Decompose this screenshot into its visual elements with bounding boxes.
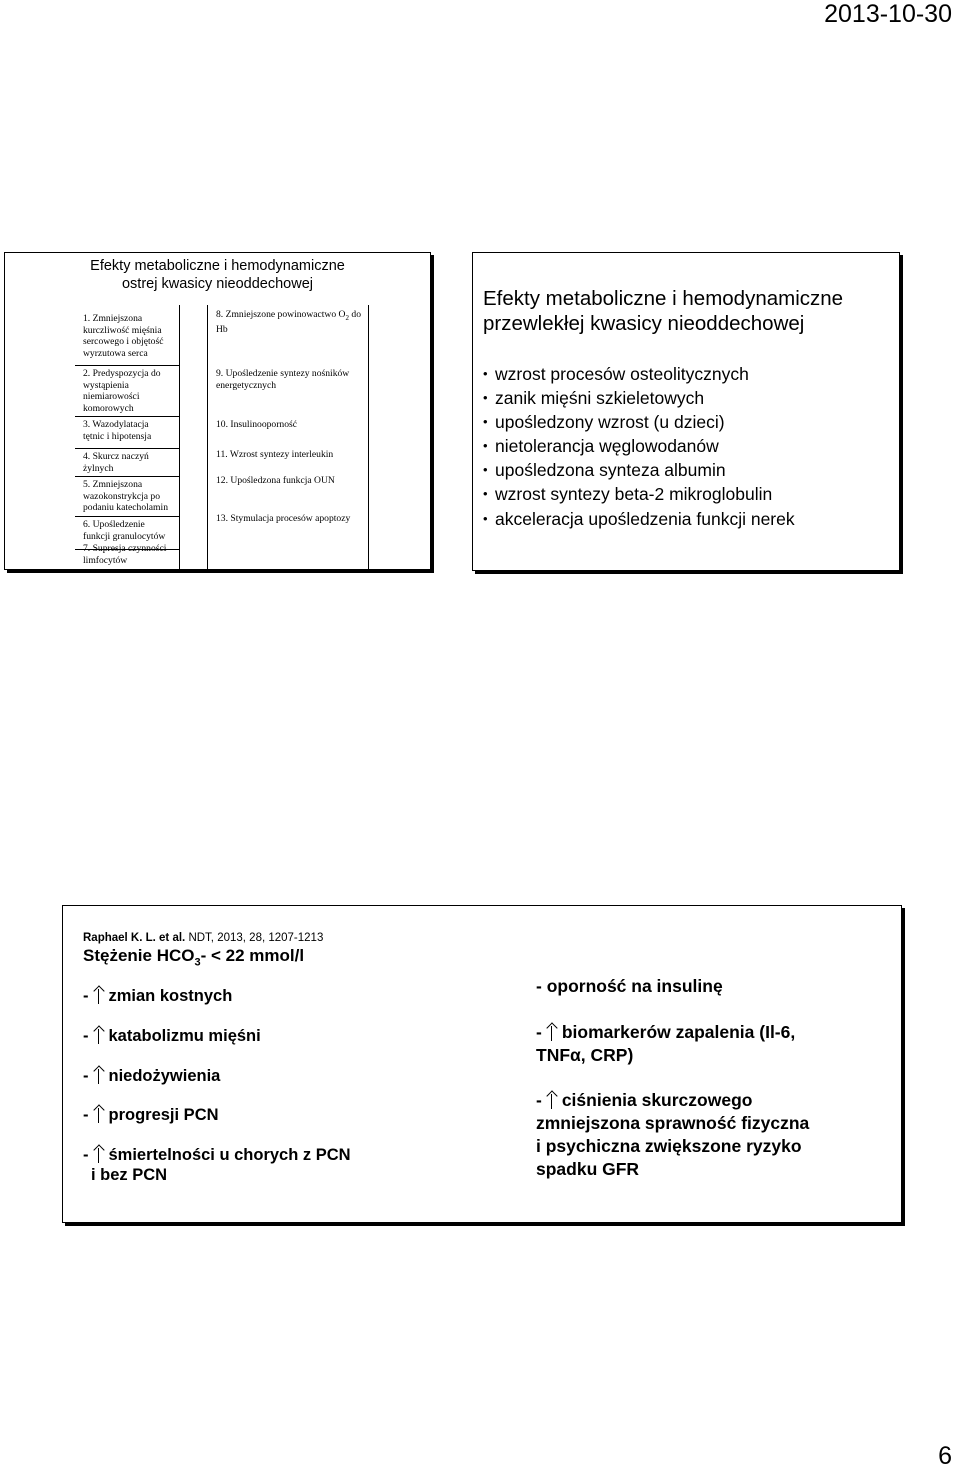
- item-text: wzrost syntezy beta-2 mikroglobulin: [495, 484, 773, 505]
- item-text: zmniejszona sprawność fizyczna: [536, 1113, 810, 1133]
- bullet-icon: •: [483, 510, 488, 526]
- list-item: [536, 1089, 809, 1181]
- item-text: progresji PCN: [108, 1106, 219, 1124]
- arrow-up-icon: [95, 1105, 103, 1123]
- item-text: zmian kostnych: [108, 987, 233, 1005]
- item-text: akceleracja upośledzenia funkcji nerek: [495, 508, 795, 529]
- item-text: i bez PCN: [91, 1166, 168, 1184]
- item-line: kurczliwość mięśnia: [83, 324, 162, 336]
- item-line: 1. Zmniejszona: [83, 313, 143, 324]
- item-text: upośledzony wzrost (u dzieci): [495, 412, 725, 433]
- list-item: - oporność na insulinę: [536, 976, 723, 996]
- list-item: [483, 482, 795, 506]
- item-line: niemiarowości: [83, 391, 140, 402]
- item-text: katabolizmu mięśni: [108, 1027, 261, 1045]
- slide-study-results: [62, 905, 902, 1223]
- item-line: 3. Wazodylatacja: [83, 419, 149, 430]
- list-item: [483, 362, 795, 386]
- list-item: [83, 1105, 219, 1125]
- item-text: wzrost procesów osteolitycznych: [495, 364, 749, 384]
- bullet-list: [483, 362, 795, 531]
- citation-authors: Raphael K. L. et al.: [83, 932, 186, 944]
- item-text: i psychiczna zwiększone ryzyko: [536, 1136, 802, 1156]
- list-item: [75, 543, 179, 570]
- dash: -: [536, 1022, 542, 1042]
- list-item: [536, 1021, 795, 1067]
- slide-title: [483, 286, 843, 336]
- list-item: [483, 386, 795, 410]
- list-item: 10. Insulinooporność: [216, 419, 298, 430]
- dash: -: [83, 1067, 89, 1085]
- subscript: 2: [345, 313, 349, 322]
- page-number: 6: [938, 1442, 952, 1470]
- page-date: 2013-10-30: [824, 0, 952, 28]
- item-text: Hb: [216, 324, 228, 336]
- list-item: [483, 458, 795, 482]
- dash: -: [83, 1027, 89, 1045]
- item-line: funkcji granulocytów: [83, 530, 166, 542]
- item-line: wyrzutowa serca: [83, 347, 148, 359]
- item-text: TNFα, CRP): [536, 1045, 634, 1065]
- item-text: do: [349, 309, 361, 320]
- list-item: 11. Wzrost syntezy interleukin: [216, 449, 334, 460]
- dash: -: [83, 1146, 89, 1164]
- bullet-icon: •: [483, 462, 488, 478]
- title-line: Efekty metaboliczne i hemodynamiczne: [483, 287, 844, 310]
- arrow-up-icon: [95, 1026, 103, 1044]
- item-line: żylnych: [83, 462, 114, 474]
- title-line: Efekty metaboliczne i hemodynamiczne: [90, 258, 345, 274]
- bullet-icon: •: [483, 390, 488, 406]
- citation: [83, 932, 323, 944]
- title-line: przewlekłej kwasicy nieoddechowej: [483, 312, 805, 335]
- list-item: [483, 434, 795, 458]
- item-text: ciśnienia skurczowego: [561, 1090, 753, 1110]
- list-item: 12. Upośledzona funkcja OUN: [216, 475, 335, 486]
- list-item: [75, 419, 179, 449]
- arrow-up-icon: [95, 1145, 103, 1163]
- item-line: komorowych: [83, 402, 134, 414]
- item-text: biomarkerów zapalenia (Il-6,: [561, 1022, 796, 1042]
- list-item: [83, 1145, 351, 1185]
- item-line: 5. Zmniejszona: [83, 479, 143, 490]
- item-text: niedożywienia: [108, 1067, 221, 1085]
- item-line: limfocytów: [83, 554, 128, 566]
- threshold-text: Stężenie HCO: [83, 946, 195, 965]
- slide-title: [5, 257, 430, 293]
- item-line: 6. Upośledzenie: [83, 519, 145, 530]
- item-text: energetycznych: [216, 379, 277, 391]
- dash: -: [536, 1090, 542, 1110]
- bullet-icon: •: [483, 438, 488, 454]
- list-item: [83, 1066, 220, 1086]
- bullet-icon: •: [483, 486, 488, 502]
- bullet-icon: •: [483, 366, 488, 381]
- slide-chronic-acidosis: [472, 252, 900, 571]
- item-line: 4. Skurcz naczyń: [83, 451, 149, 462]
- item-line: wystąpienia: [83, 379, 129, 391]
- arrow-up-icon: [95, 986, 103, 1004]
- item-line: tętnic i hipotensja: [83, 430, 152, 442]
- dash: -: [83, 987, 89, 1005]
- subscript: 3: [194, 956, 201, 969]
- item-text: 8. Zmniejszone powinowactwo O: [216, 309, 346, 320]
- list-item: [483, 410, 795, 434]
- title-line: ostrej kwasicy nieoddechowej: [121, 276, 313, 292]
- list-item: [75, 479, 179, 517]
- list-item: [216, 368, 349, 391]
- item-text: zanik mięśni szkieletowych: [495, 388, 705, 409]
- item-text: upośledzona synteza albumin: [495, 460, 726, 481]
- bullet-icon: •: [483, 414, 488, 430]
- threshold-text: - < 22 mmol/l: [200, 946, 305, 965]
- list-item: [83, 986, 232, 1006]
- list-item: 13. Stymulacja procesów apoptozy: [216, 513, 351, 524]
- dash: -: [83, 1106, 89, 1124]
- list-item: [483, 507, 795, 531]
- list-item: [75, 313, 179, 366]
- arrow-up-icon: [548, 1091, 556, 1109]
- item-text: spadku GFR: [536, 1159, 640, 1179]
- list-item: [75, 451, 179, 477]
- item-text: 9. Upośledzenie syntezy nośników: [216, 368, 350, 379]
- item-line: wazokonstrykcja po: [83, 490, 160, 502]
- list-item: [75, 368, 179, 417]
- left-column: [75, 305, 180, 569]
- citation-source: NDT, 2013, 28, 1207-1213: [185, 932, 324, 944]
- item-line: podaniu katecholamin: [83, 502, 168, 513]
- item-line: sercowego i objętość: [83, 336, 164, 347]
- item-line: 2. Predyspozycja do: [83, 368, 161, 379]
- arrow-up-icon: [548, 1023, 556, 1041]
- arrow-up-icon: [95, 1066, 103, 1084]
- list-item: [83, 1026, 261, 1046]
- item-line: 7. Supresja czynności: [83, 543, 167, 554]
- item-text: nietolerancja węglowodanów: [495, 436, 719, 457]
- bicarbonate-threshold: [83, 946, 304, 968]
- slide-acute-acidosis: [4, 252, 431, 570]
- right-column: [207, 305, 369, 569]
- list-item: [216, 309, 361, 336]
- item-text: śmiertelności u chorych z PCN: [108, 1146, 351, 1164]
